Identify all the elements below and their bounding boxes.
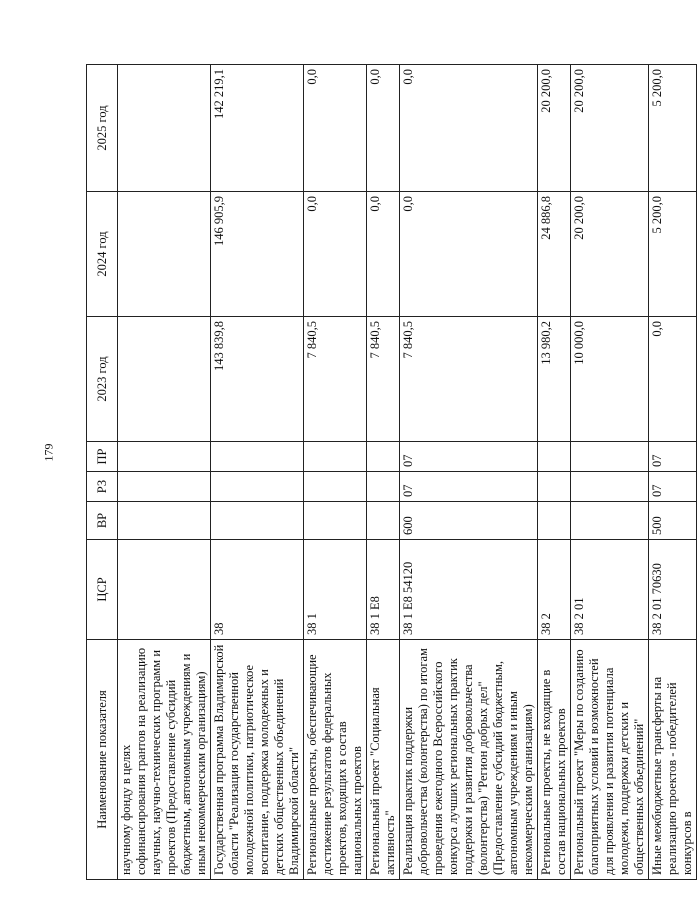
column-header: 2023 год bbox=[87, 317, 118, 442]
table-cell: научному фонду в целях софинансирования грантов на реализацию научных, научно-технических программ и проектов (Предоставление субсидий бюджетным, автономным учреждениям и иным некоммерческим организациям) bbox=[118, 640, 211, 880]
table-cell bbox=[118, 502, 211, 540]
table-cell bbox=[118, 192, 211, 317]
table-cell: 07 bbox=[400, 472, 538, 502]
table-cell: 7 840,5 bbox=[367, 317, 400, 442]
column-header: ЦСР bbox=[87, 540, 118, 640]
table-cell: 07 bbox=[649, 472, 697, 502]
table-cell bbox=[304, 502, 367, 540]
table-cell: 38 1 Е8 bbox=[367, 540, 400, 640]
table-row bbox=[367, 65, 400, 880]
column-header: ПР bbox=[87, 442, 118, 472]
table-cell bbox=[367, 442, 400, 472]
rotated-table-container bbox=[86, 65, 694, 880]
table-cell: Государственная программа Владимирской области "Реализация государственной молодежной политики, патриотическое воспитание, поддержка молодежных и детских общественных объединений Владимирской области" bbox=[211, 640, 304, 880]
table-cell bbox=[118, 540, 211, 640]
table-cell bbox=[118, 65, 211, 192]
table-cell bbox=[571, 442, 649, 472]
table-cell bbox=[571, 472, 649, 502]
table-cell bbox=[304, 472, 367, 502]
table-cell: 10 000,0 bbox=[571, 317, 649, 442]
table-row bbox=[304, 65, 367, 880]
table-cell bbox=[118, 317, 211, 442]
column-header: Наименование показателя bbox=[87, 640, 118, 880]
table-cell: 20 200,0 bbox=[538, 65, 571, 192]
table-cell: Региональные проекты, не входящие в состав национальных проектов bbox=[538, 640, 571, 880]
table-cell: 13 980,2 bbox=[538, 317, 571, 442]
table-cell: 0,0 bbox=[400, 65, 538, 192]
table-cell: 5 200,0 bbox=[649, 65, 697, 192]
table-cell: 38 bbox=[211, 540, 304, 640]
table-row bbox=[211, 65, 304, 880]
table-cell: 38 1 bbox=[304, 540, 367, 640]
table-cell bbox=[118, 472, 211, 502]
table-cell: 500 bbox=[649, 502, 697, 540]
table-cell: 0,0 bbox=[400, 192, 538, 317]
table-cell: 0,0 bbox=[367, 65, 400, 192]
table-header bbox=[87, 65, 118, 880]
table-cell bbox=[571, 502, 649, 540]
table-cell bbox=[367, 472, 400, 502]
table-row bbox=[538, 65, 571, 880]
table-cell bbox=[304, 442, 367, 472]
table-cell: 38 2 01 70630 bbox=[649, 540, 697, 640]
table-cell: 24 886,8 bbox=[538, 192, 571, 317]
table-cell: Иные межбюджетные трансферты на реализацию проектов - победителей конкурсов в bbox=[649, 640, 697, 880]
table-cell: 20 200,0 bbox=[571, 192, 649, 317]
table-cell: Региональный проект "Социальная активность" bbox=[367, 640, 400, 880]
table-cell bbox=[211, 472, 304, 502]
table-cell: 0,0 bbox=[304, 65, 367, 192]
table-row bbox=[571, 65, 649, 880]
table-row bbox=[649, 65, 697, 880]
table-row bbox=[400, 65, 538, 880]
table-cell: 07 bbox=[400, 442, 538, 472]
table-cell bbox=[538, 502, 571, 540]
page-number: 179 bbox=[41, 443, 56, 462]
table-cell: 0,0 bbox=[304, 192, 367, 317]
table-cell: 07 bbox=[649, 442, 697, 472]
table-cell: 20 200,0 bbox=[571, 65, 649, 192]
table-cell bbox=[538, 442, 571, 472]
column-header: 2025 год bbox=[87, 65, 118, 192]
table-cell: 38 2 bbox=[538, 540, 571, 640]
table-cell: 142 219,1 bbox=[211, 65, 304, 192]
table-cell: Региональные проекты, обеспечивающие достижение результатов федеральных проектов, входящих в состав национальных проектов bbox=[304, 640, 367, 880]
table-cell: 38 1 Е8 54120 bbox=[400, 540, 538, 640]
column-header: РЗ bbox=[87, 472, 118, 502]
column-header: ВР bbox=[87, 502, 118, 540]
table-row bbox=[118, 65, 211, 880]
table-cell: 600 bbox=[400, 502, 538, 540]
table-cell bbox=[211, 502, 304, 540]
column-header: 2024 год bbox=[87, 192, 118, 317]
table-cell bbox=[538, 472, 571, 502]
table-cell: Реализация практик поддержки добровольчества (волонтерства) по итогам проведения ежегодного Всероссийского конкурса лучших региональных практик поддержки и развития добровольчества (волонтерства) "Регион добрых дел" (Предоставление субсидий бюджетным, автономным учреждениям и иным некоммерческим организациям) bbox=[400, 640, 538, 880]
table-cell bbox=[211, 442, 304, 472]
table-cell: 5 200,0 bbox=[649, 192, 697, 317]
table-cell bbox=[118, 442, 211, 472]
table-cell: 38 2 01 bbox=[571, 540, 649, 640]
table-body bbox=[118, 65, 697, 880]
table-cell: 0,0 bbox=[367, 192, 400, 317]
table-cell: 7 840,5 bbox=[304, 317, 367, 442]
table-cell: 0,0 bbox=[649, 317, 697, 442]
table-cell: 7 840,5 bbox=[400, 317, 538, 442]
table-cell: 146 905,9 bbox=[211, 192, 304, 317]
table-cell bbox=[367, 502, 400, 540]
budget-table bbox=[86, 64, 697, 880]
table-cell: Региональный проект "Меры по созданию благоприятных условий и возможностей для проявления и развития потенциала молодежи, поддержки детских и общественных объединений" bbox=[571, 640, 649, 880]
table-cell: 143 839,8 bbox=[211, 317, 304, 442]
